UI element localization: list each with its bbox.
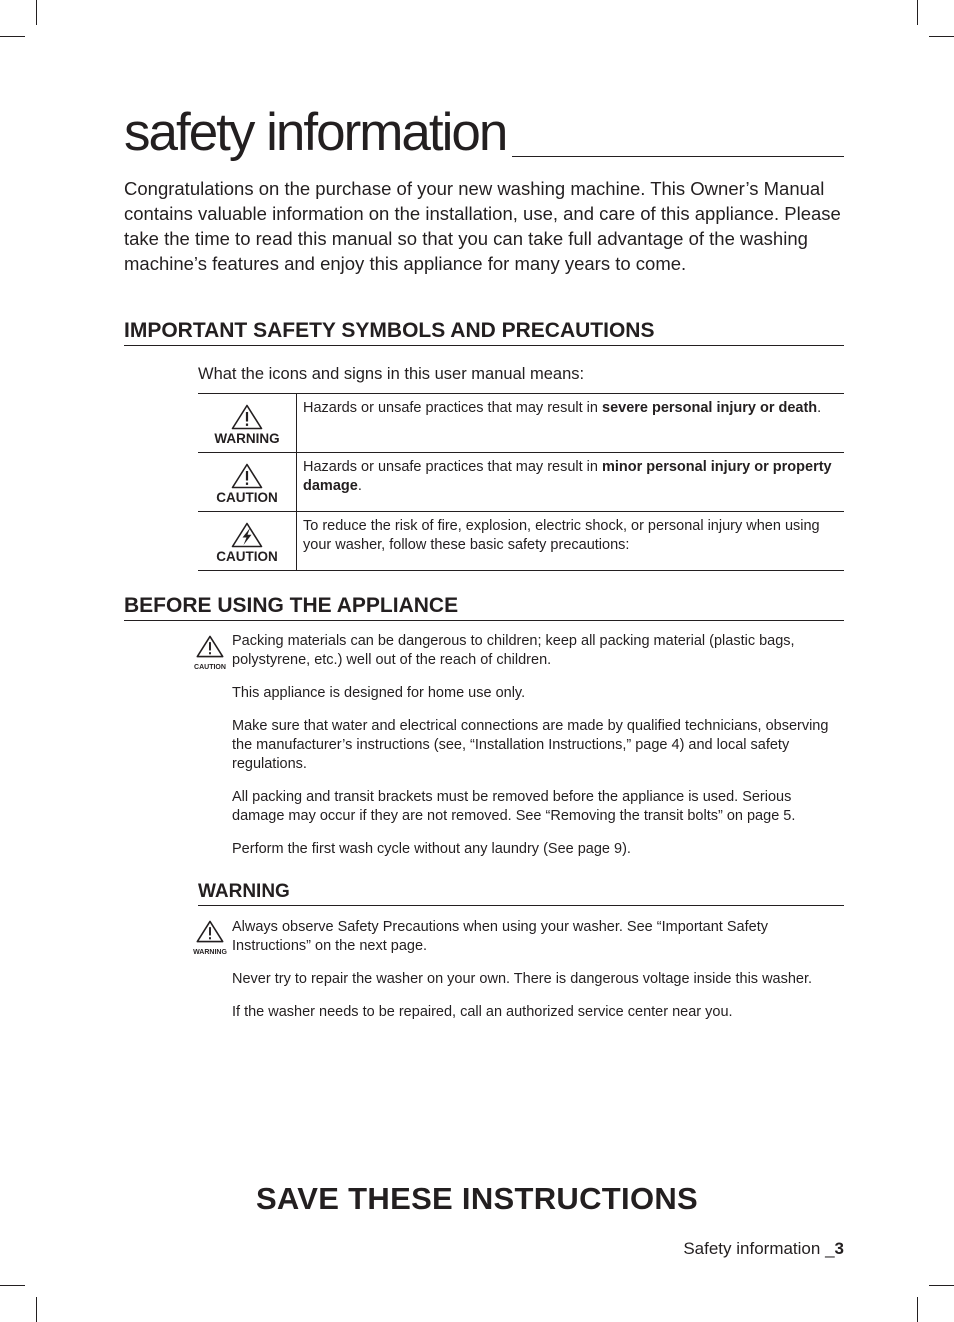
caution-triangle-icon <box>231 463 263 489</box>
paragraph: Perform the first wash cycle without any laundry (See page 9). <box>232 841 631 857</box>
crop-mark <box>36 1297 37 1322</box>
crop-mark <box>917 1297 918 1322</box>
symbol-cell <box>198 453 297 512</box>
page-footer <box>683 1238 844 1260</box>
symbol-label: WARNING <box>214 431 280 446</box>
warning-triangle-icon <box>196 920 224 943</box>
symbol-description: Hazards or unsafe practices that may result in minor personal injury or property damage. <box>297 453 845 512</box>
icon-label: CAUTION <box>194 664 226 671</box>
page-number: 3 <box>834 1239 844 1258</box>
symbols-table <box>198 393 844 571</box>
symbol-cell <box>198 512 297 571</box>
table-row <box>198 394 844 453</box>
crop-mark <box>0 36 25 37</box>
intro-paragraph: Congratulations on the purchase of your new washing machine. This Owner’s Manual contains valuable information on the installation, use, and care of this appliance. Please take the time to read this manual so that you can take full advantage of the washing machine’s features and enjoy this appliance for many years to come. <box>124 178 841 274</box>
table-row <box>198 453 844 512</box>
symbol-description: To reduce the risk of fire, explosion, electric shock, or personal injury when using your washer, follow these basic safety precautions: <box>297 512 845 571</box>
symbol-description: Hazards or unsafe practices that may result in severe personal injury or death. <box>297 394 845 453</box>
paragraph: Packing materials can be dangerous to children; keep all packing material (plastic bags, polystyrene, etc.) well out of the reach of children. <box>232 633 795 668</box>
before-using-list <box>232 632 844 873</box>
page-title-area <box>124 103 844 162</box>
crop-mark <box>929 1285 954 1286</box>
paragraph: This appliance is designed for home use only. <box>232 685 526 701</box>
caution-triangle-icon <box>196 635 224 658</box>
paragraph: Never try to repair the washer on your own. There is dangerous voltage inside this washer. <box>232 971 813 987</box>
warning-badge <box>192 920 228 957</box>
table-row <box>198 512 844 571</box>
save-instructions-heading: SAVE THESE INSTRUCTIONS <box>255 1181 699 1216</box>
crop-mark <box>36 0 37 25</box>
warning-heading: WARNING <box>198 880 844 906</box>
paragraph: If the washer needs to be repaired, call an authorized service center near you. <box>232 1004 733 1020</box>
before-caution-badge <box>192 635 228 672</box>
symbols-lead: What the icons and signs in this user manual means: <box>198 365 585 383</box>
before-using-heading: BEFORE USING THE APPLIANCE <box>124 593 844 621</box>
paragraph: Make sure that water and electrical connections are made by qualified technicians, observing the manufacturer’s instructions (see, “Installation Instructions,” page 4) and local safety regulations. <box>232 718 829 772</box>
electric-shock-triangle-icon <box>231 522 263 548</box>
page-title: safety information <box>124 104 512 162</box>
symbol-label: CAUTION <box>216 549 278 564</box>
warning-list <box>232 918 844 1036</box>
crop-mark <box>929 36 954 37</box>
crop-mark <box>917 0 918 25</box>
paragraph: All packing and transit brackets must be removed before the appliance is used. Serious damage may occur if they are not removed. See “Removing the transit bolts” on page 5. <box>232 789 796 824</box>
warning-triangle-icon <box>231 404 263 430</box>
paragraph: Always observe Safety Precautions when using your washer. See “Important Safety Instructions” on the next page. <box>232 919 768 954</box>
symbol-cell <box>198 394 297 453</box>
symbol-label: CAUTION <box>216 490 278 505</box>
crop-mark <box>0 1285 25 1286</box>
icon-label: WARNING <box>193 949 227 956</box>
footer-label: Safety information _ <box>683 1239 835 1258</box>
symbols-heading: IMPORTANT SAFETY SYMBOLS AND PRECAUTIONS <box>124 318 844 346</box>
